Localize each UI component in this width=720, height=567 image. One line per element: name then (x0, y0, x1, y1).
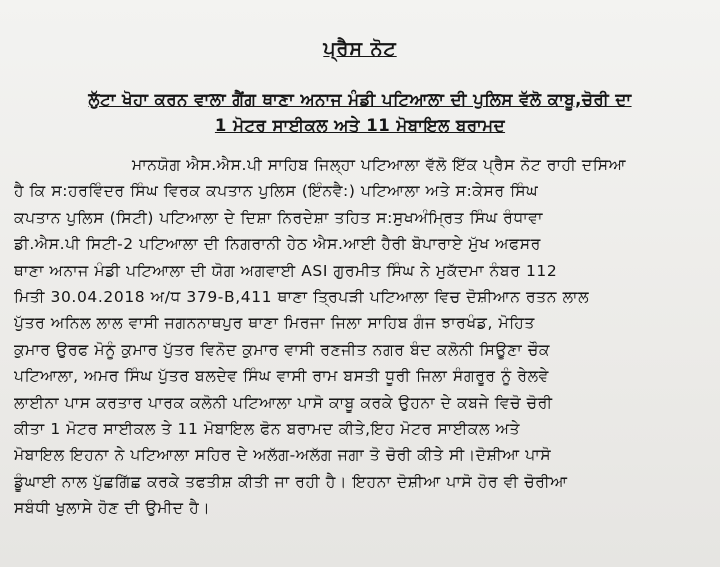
headline-line-1: ਲੁੱਟਾ ਖੋਹਾ ਕਰਨ ਵਾਲਾ ਗੈਂਗ ਥਾਣਾ ਅਨਾਜ ਮੰਡੀ ਪਟਿਆਲਾ ਦੀ ਪੁਲਿਸ ਵੱਲੋ ਕਾਬੂ,ਚੋਰੀ ਦਾ (88, 90, 632, 109)
headline-line-2: 1 ਮੋਟਰ ਸਾਈਕਲ ਅਤੇ 11 ਮੋਬਾਇਲ ਬਰਾਮਦ (214, 116, 506, 135)
body-line: ਡੀ.ਐਸ.ਪੀ ਸਿਟੀ-2 ਪਟਿਆਲਾ ਦੀ ਨਿਗਰਾਨੀ ਹੇਠ ਐਸ.ਆਈ ਹੈਰੀ ਬੋਪਾਰਾਏ ਮੁੱਖ ਅਫਸਰ (14, 235, 541, 254)
body-line: ਪਟਿਆਲਾ, ਅਮਰ ਸਿੰਘ ਪੁੱਤਰ ਬਲਦੇਵ ਸਿੰਘ ਵਾਸੀ ਰਾਮ ਬਸਤੀ ਧੂਰੀ ਜਿਲਾ ਸੰਗਰੂਰ ਨੂੰ ਰੇਲਵੇ (14, 367, 549, 386)
body-line: ਥਾਣਾ ਅਨਾਜ ਮੰਡੀ ਪਟਿਆਲਾ ਦੀ ਯੋਗ ਅਗਵਾਈ ASI ਗੁਰਮੀਤ ਸਿੰਘ ਨੇ ਮੁਕੱਦਮਾ ਨੰਬਰ 112 (14, 261, 558, 280)
body-line: ਮੋਬਾਇਲ ਇਹਨਾ ਨੇ ਪਟਿਆਲਾ ਸਹਿਰ ਦੇ ਅਲੱਗ-ਅਲੱਗ ਜਗਾ ਤੋ ਚੋਰੀ ਕੀਤੇ ਸੀ।ਦੋਸ਼ੀਆ ਪਾਸੋ (14, 446, 552, 465)
body-line: ਹੈ ਕਿ ਸ:ਹਰਵਿੰਦਰ ਸਿੰਘ ਵਿਰਕ ਕਪਤਾਨ ਪੁਲਿਸ (ਇੰਨਵੈ:) ਪਟਿਆਲਾ ਅਤੇ ਸ:ਕੇਸਰ ਸਿੰਘ (14, 182, 539, 201)
body-line: ਕਪਤਾਨ ਪੁਲਿਸ (ਸਿਟੀ) ਪਟਿਆਲਾ ਦੇ ਦਿਸ਼ਾ ਨਿਰਦੇਸ਼ਾ ਤਹਿਤ ਸ:ਸੁਖਅੰਮ੍ਰਿਤ ਸਿੰਘ ਰੰਧਾਵਾ (14, 208, 544, 227)
body-line: ਡੂੰਘਾਈ ਨਾਲ ਪੁੱਛਗਿੱਛ ਕਰਕੇ ਤਫਤੀਸ਼ ਕੀਤੀ ਜਾ ਰਹੀ ਹੈ। ਇਹਨਾ ਦੋਸ਼ੀਆ ਪਾਸੋ ਹੋਰ ਵੀ ਚੋਰੀਆ (14, 472, 568, 491)
body-line: ਲਾਈਨਾ ਪਾਸ ਕਰਤਾਰ ਪਾਰਕ ਕਲੋਨੀ ਪਟਿਆਲਾ ਪਾਸੋ ਕਾਬੂ ਕਰਕੇ ਉਹਨਾ ਦੇ ਕਬਜੇ ਵਿਚੋ ਚੋਰੀ (14, 393, 553, 412)
body-line: ਪੁੱਤਰ ਅਨਿਲ ਲਾਲ ਵਾਸੀ ਜਗਨਨਾਥਪੁਰ ਥਾਣਾ ਮਿਰਜਾ ਜਿਲਾ ਸਾਹਿਬ ਗੰਜ ਝਾਰਖੰਡ, ਮੋਹਿਤ (14, 314, 535, 333)
body-line: ਸਬੰਧੀ ਖੁਲਾਸੇ ਹੋਣ ਦੀ ਉਮੀਦ ਹੈ। (14, 499, 211, 518)
body-line: ਕੁਮਾਰ ਉਰਫ ਮੋਨੂੰ ਕੁਮਾਰ ਪੁੱਤਰ ਵਿਨੋਦ ਕੁਮਾਰ ਵਾਸੀ ਰਣਜੀਤ ਨਗਰ ਬੰਦ ਕਲੋਨੀ ਸਿਊਣਾ ਚੌਕ (14, 340, 551, 359)
body-line: ਮਿਤੀ 30.04.2018 ਅ/ਧ 379-B,411 ਥਾਣਾ ਤ੍ਰਿਪੜੀ ਪਟਿਆਲਾ ਵਿਚ ਦੋਸ਼ੀਆਨ ਰਤਨ ਲਾਲ (14, 288, 590, 307)
body-line: ਕੀਤਾ 1 ਮੋਟਰ ਸਾਈਕਲ ਤੇ 11 ਮੋਬਾਇਲ ਫੋਨ ਬਰਾਮਦ ਕੀਤੇ,ਇਹ ਮੋਟਰ ਸਾਈਕਲ ਅਤੇ (14, 420, 521, 439)
body-text (14, 152, 706, 522)
document-title: ਪ੍ਰੈਸ ਨੋਟ (323, 38, 397, 60)
body-line: ਮਾਨਯੋਗ ਐਸ.ਐਸ.ਪੀ ਸਾਹਿਬ ਜਿਲ੍ਹਾ ਪਟਿਆਲਾ ਵੱਲੋ ਇੱਕ ਪ੍ਰੈਸ ਨੋਟ ਰਾਹੀ ਦਸਿਆ (132, 156, 627, 174)
